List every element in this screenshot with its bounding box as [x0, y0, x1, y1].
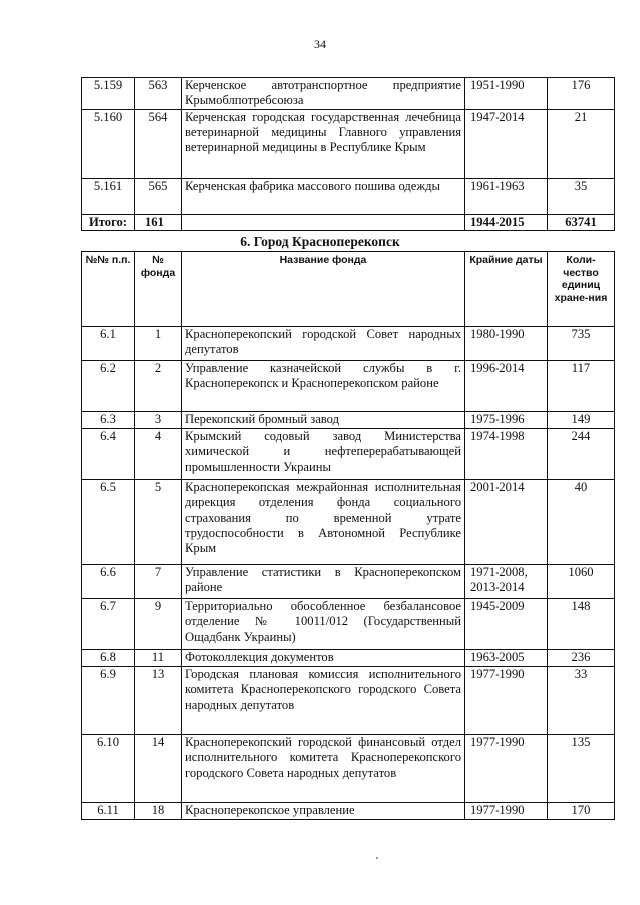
total-fond-count: 161 [135, 214, 182, 230]
table-row [82, 565, 615, 599]
fond-name: Управление казначейской службы в г. Красноперекопск и Красноперекопском районе [182, 361, 465, 412]
date-range: 1951-1990 [465, 78, 548, 110]
header-fond-name: Название фонда [182, 252, 465, 327]
table-row [82, 78, 615, 110]
fond-number: 3 [135, 412, 182, 429]
storage-unit-count: 149 [548, 412, 615, 429]
table-row [82, 109, 615, 178]
row-number: 5.160 [82, 109, 135, 178]
date-range: 1947-2014 [465, 109, 548, 178]
table-row [82, 327, 615, 361]
table-row [82, 650, 615, 667]
fond-number: 5 [135, 480, 182, 565]
storage-unit-count: 176 [548, 78, 615, 110]
table-row [82, 735, 615, 803]
storage-unit-count: 135 [548, 735, 615, 803]
header-date-range: Крайние даты [465, 252, 548, 327]
table-row [82, 412, 615, 429]
total-label: Итого: [82, 214, 135, 230]
storage-unit-count: 21 [548, 109, 615, 178]
row-number: 6.8 [82, 650, 135, 667]
row-number: 6.9 [82, 667, 135, 735]
total-empty-cell [182, 214, 465, 230]
scan-speck [376, 857, 378, 859]
fond-name: Керченское автотранспортное предприятие Крымоблпотребсоюза [182, 78, 465, 110]
fonds-table [81, 251, 615, 820]
section-title: 6. Город Красноперекопск [240, 234, 400, 249]
storage-unit-count: 33 [548, 667, 615, 735]
storage-unit-count: 35 [548, 178, 615, 214]
header-storage-units: Коли-чество единиц хране-ния [548, 252, 615, 327]
fond-name: Красноперекопский городской Совет народных депутатов [182, 327, 465, 361]
fond-name: Управление статистики в Красноперекопском районе [182, 565, 465, 599]
fond-number: 563 [135, 78, 182, 110]
fond-name: Фотоколлекция документов [182, 650, 465, 667]
row-number: 6.4 [82, 429, 135, 480]
fond-name: Городская плановая комиссия исполнительного комитета Красноперекопского городского Совета народных депутатов [182, 667, 465, 735]
storage-unit-count: 148 [548, 599, 615, 650]
storage-unit-count: 244 [548, 429, 615, 480]
date-range: 1977-1990 [465, 667, 548, 735]
date-range: 1977-1990 [465, 735, 548, 803]
row-number: 6.7 [82, 599, 135, 650]
fond-number: 18 [135, 803, 182, 820]
fond-number: 1 [135, 327, 182, 361]
date-range: 2001-2014 [465, 480, 548, 565]
fond-number: 7 [135, 565, 182, 599]
storage-unit-count: 236 [548, 650, 615, 667]
row-number: 6.2 [82, 361, 135, 412]
table-row [82, 803, 615, 820]
fond-number: 2 [135, 361, 182, 412]
table-row [82, 480, 615, 565]
date-range: 1963-2005 [465, 650, 548, 667]
fond-name: Перекопский бромный завод [182, 412, 465, 429]
date-range: 1961-1963 [465, 178, 548, 214]
date-range: 1996-2014 [465, 361, 548, 412]
row-number: 5.159 [82, 78, 135, 110]
storage-unit-count: 1060 [548, 565, 615, 599]
previous-section-table [81, 77, 615, 231]
row-number: 6.11 [82, 803, 135, 820]
row-number: 6.10 [82, 735, 135, 803]
fond-number: 13 [135, 667, 182, 735]
row-number: 6.1 [82, 327, 135, 361]
total-unit-count: 63741 [548, 214, 615, 230]
total-row [82, 214, 615, 230]
page-number: 34 [314, 37, 326, 51]
date-range: 1945-2009 [465, 599, 548, 650]
fond-name: Красноперекопское управление [182, 803, 465, 820]
row-number: 6.5 [82, 480, 135, 565]
table-row [82, 599, 615, 650]
storage-unit-count: 170 [548, 803, 615, 820]
fond-number: 11 [135, 650, 182, 667]
storage-unit-count: 117 [548, 361, 615, 412]
fond-number: 564 [135, 109, 182, 178]
fond-name: Красноперекопская межрайонная исполнительная дирекция отделения фонда социального страхования по временной утрате трудоспособности в Автономной Республике Крым [182, 480, 465, 565]
storage-unit-count: 40 [548, 480, 615, 565]
table-row [82, 429, 615, 480]
header-row-number: №№ п.п. [82, 252, 135, 327]
row-number: 6.3 [82, 412, 135, 429]
total-date-range: 1944-2015 [465, 214, 548, 230]
fond-number: 4 [135, 429, 182, 480]
table-row [82, 178, 615, 214]
fond-name: Территориально обособленное безбалансовое отделение № 10011/012 (Государственный Ощадбанк Украины) [182, 599, 465, 650]
date-range: 1974-1998 [465, 429, 548, 480]
fond-name: Красноперекопский городской финансовый отдел исполнительного комитета Красноперекопского городского Совета народных депутатов [182, 735, 465, 803]
fond-name: Керченская фабрика массового пошива одежды [182, 178, 465, 214]
date-range: 1971-2008, 2013-2014 [465, 565, 548, 599]
row-number: 5.161 [82, 178, 135, 214]
header-fond-number: № фонда [135, 252, 182, 327]
date-range: 1977-1990 [465, 803, 548, 820]
table-row [82, 361, 615, 412]
fond-number: 9 [135, 599, 182, 650]
table-row [82, 667, 615, 735]
row-number: 6.6 [82, 565, 135, 599]
date-range: 1975-1996 [465, 412, 548, 429]
fond-number: 14 [135, 735, 182, 803]
storage-unit-count: 735 [548, 327, 615, 361]
fond-number: 565 [135, 178, 182, 214]
table-header-row [82, 252, 615, 327]
fond-name: Керченская городская государственная лечебница ветеринарной медицины Главного управления ветеринарной медицины в Республике Крым [182, 109, 465, 178]
fond-name: Крымский содовый завод Министерства химической и нефтеперерабатывающей промышленности Украины [182, 429, 465, 480]
date-range: 1980-1990 [465, 327, 548, 361]
